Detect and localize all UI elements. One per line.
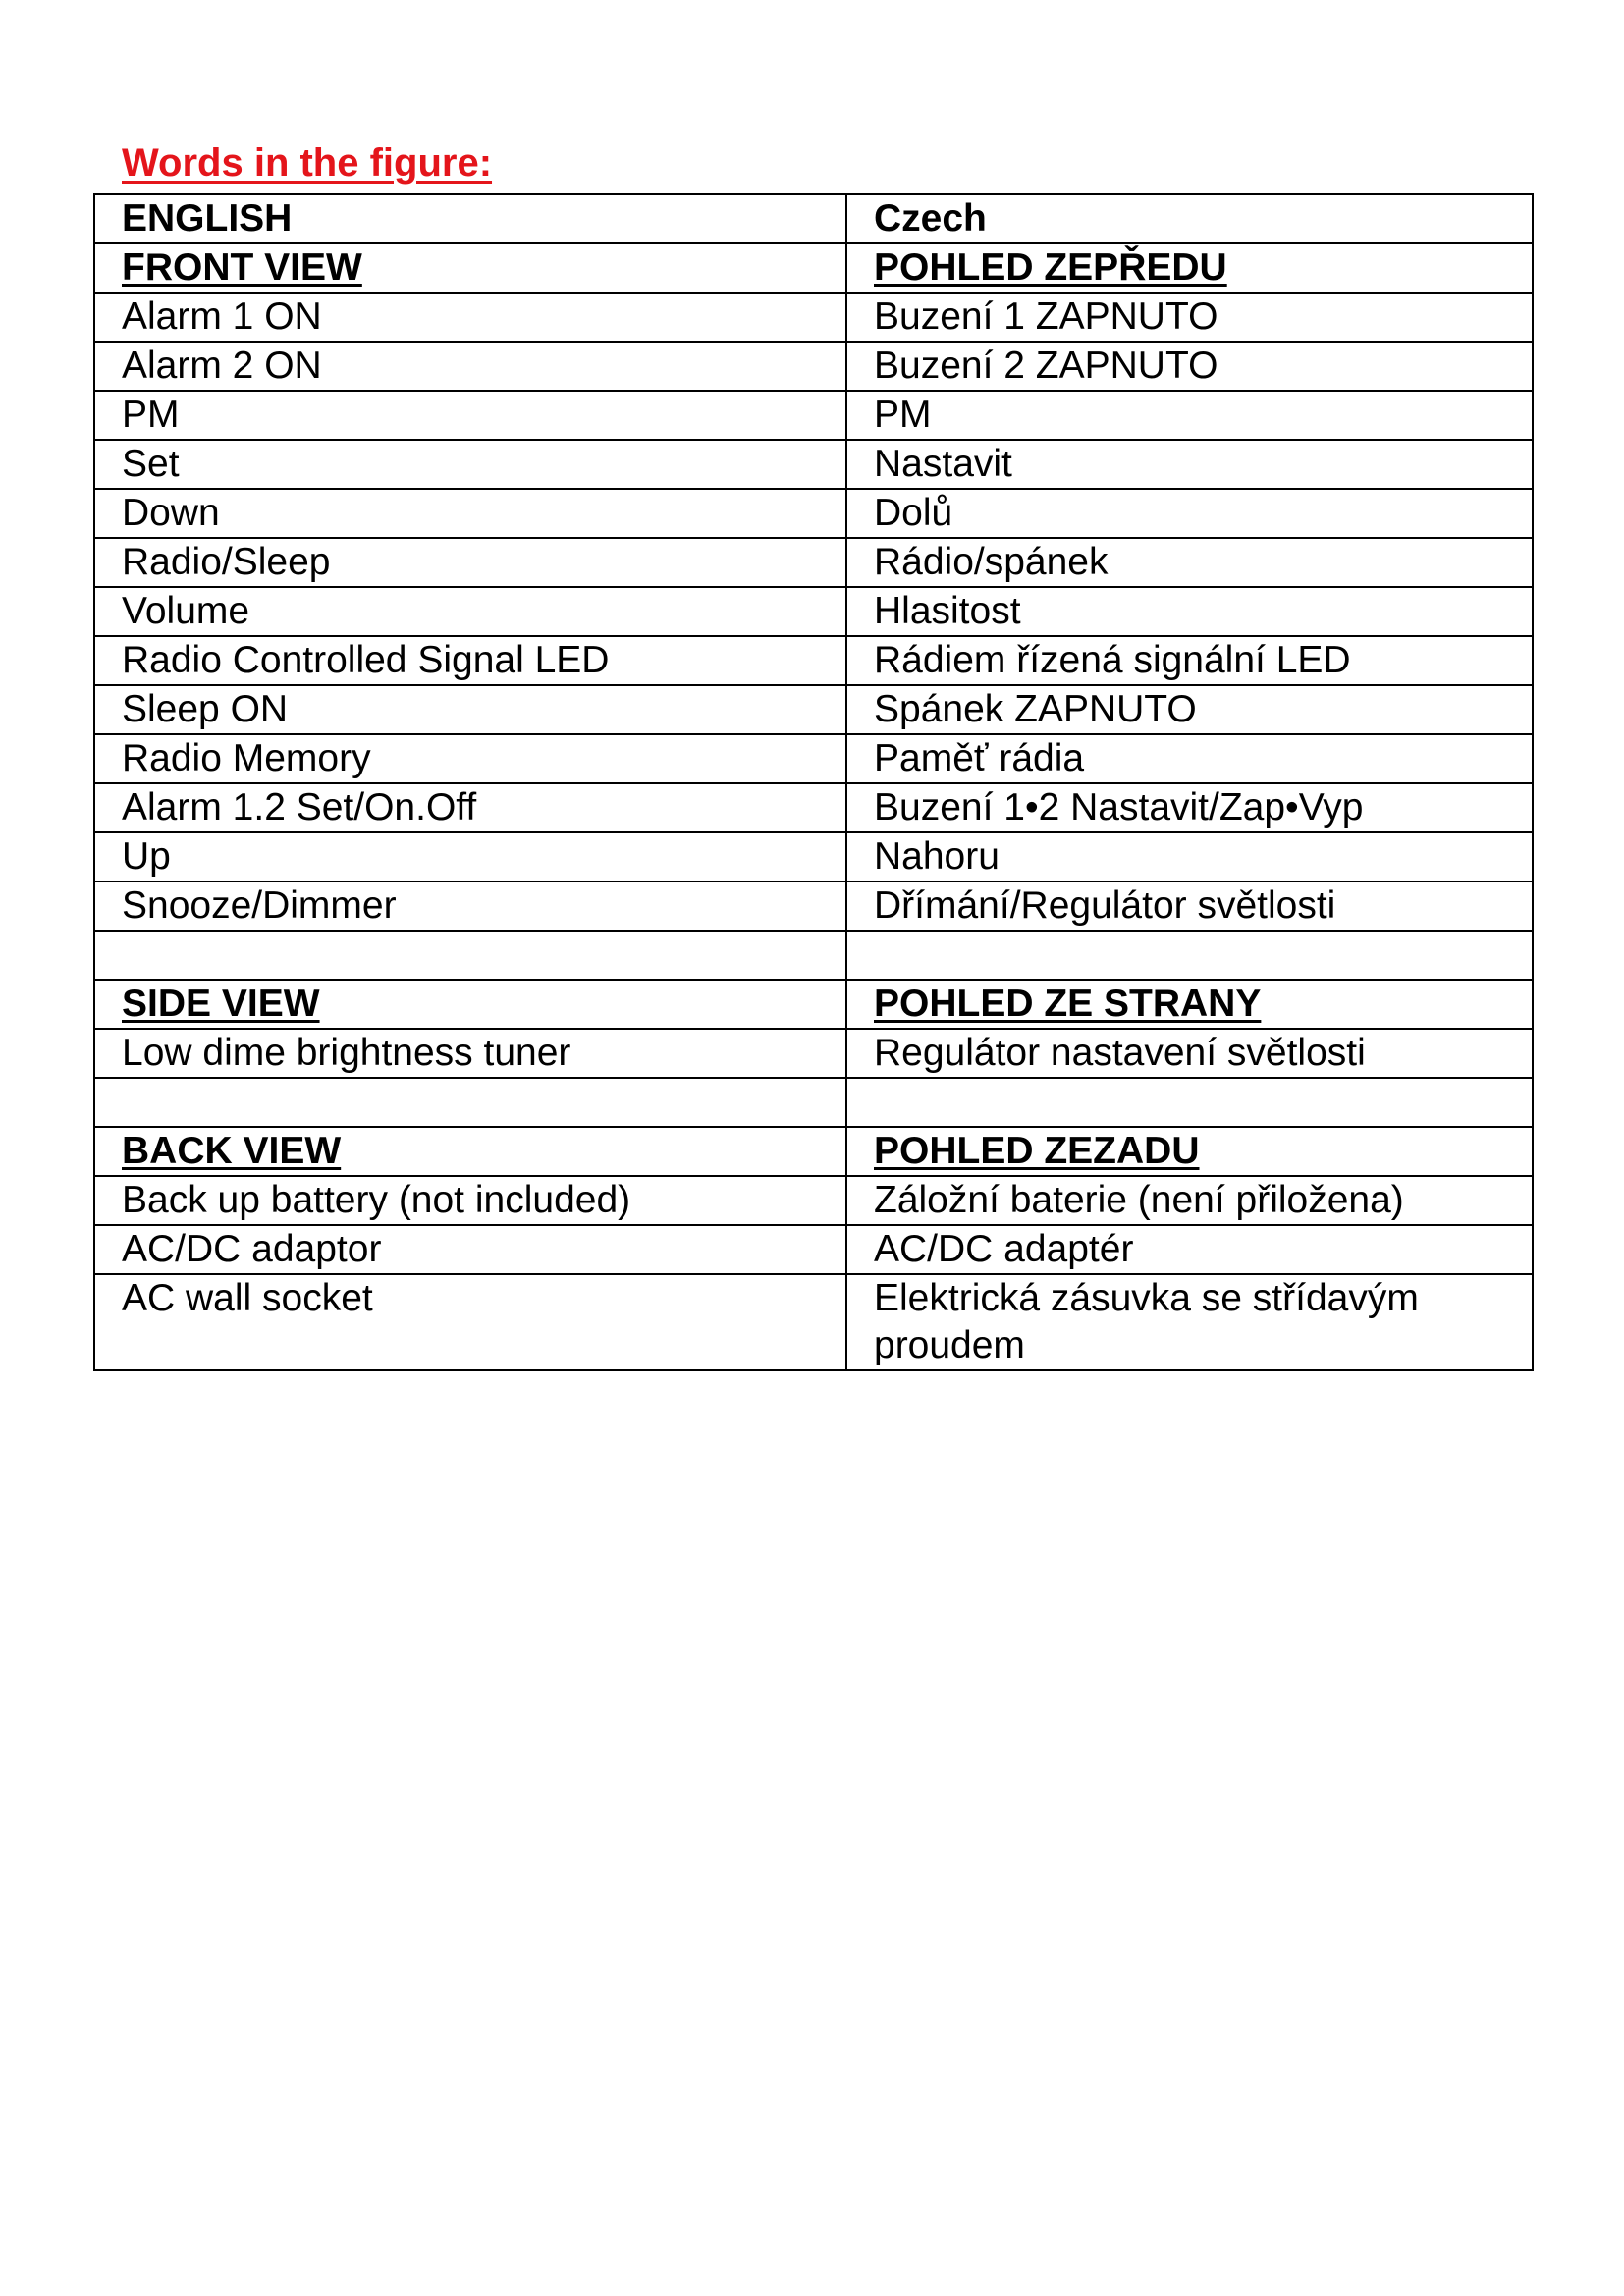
cell-english: Radio Memory (94, 734, 846, 783)
table-row (94, 587, 1533, 636)
table-row (94, 832, 1533, 881)
table-row (94, 881, 1533, 931)
header-czech: Czech (846, 194, 1533, 243)
cell-english: SIDE VIEW (94, 980, 846, 1029)
cell-czech: Buzení 1 ZAPNUTO (846, 293, 1533, 342)
table-row (94, 1274, 1533, 1370)
table-row (94, 636, 1533, 685)
table-row (94, 293, 1533, 342)
table-row (94, 391, 1533, 440)
translation-table-body (94, 194, 1533, 1370)
cell-english: Low dime brightness tuner (94, 1029, 846, 1078)
cell-english: Radio Controlled Signal LED (94, 636, 846, 685)
cell-english: Radio/Sleep (94, 538, 846, 587)
table-row (94, 685, 1533, 734)
cell-english (94, 1078, 846, 1127)
cell-english: Back up battery (not included) (94, 1176, 846, 1225)
cell-czech: Elektrická zásuvka se střídavým proudem (846, 1274, 1533, 1370)
cell-czech: POHLED ZEZADU (846, 1127, 1533, 1176)
cell-czech: POHLED ZEPŘEDU (846, 243, 1533, 293)
section-row (94, 1127, 1533, 1176)
cell-czech: Záložní baterie (není přiložena) (846, 1176, 1533, 1225)
table-row (94, 538, 1533, 587)
table-row (94, 489, 1533, 538)
cell-english: Alarm 1.2 Set/On.Off (94, 783, 846, 832)
cell-czech: Paměť rádia (846, 734, 1533, 783)
section-row (94, 243, 1533, 293)
cell-english: AC/DC adaptor (94, 1225, 846, 1274)
cell-czech: Nastavit (846, 440, 1533, 489)
cell-english: Up (94, 832, 846, 881)
cell-czech: Dřímání/Regulátor světlosti (846, 881, 1533, 931)
cell-english: Snooze/Dimmer (94, 881, 846, 931)
cell-czech: Spánek ZAPNUTO (846, 685, 1533, 734)
cell-czech: Hlasitost (846, 587, 1533, 636)
cell-english: Sleep ON (94, 685, 846, 734)
table-row (94, 342, 1533, 391)
blank-row (94, 931, 1533, 980)
cell-czech: Buzení 1•2 Nastavit/Zap•Vyp (846, 783, 1533, 832)
cell-czech: Rádiem řízená signální LED (846, 636, 1533, 685)
cell-english: FRONT VIEW (94, 243, 846, 293)
cell-english: AC wall socket (94, 1274, 846, 1370)
cell-czech: Buzení 2 ZAPNUTO (846, 342, 1533, 391)
cell-english: Set (94, 440, 846, 489)
cell-english: BACK VIEW (94, 1127, 846, 1176)
page-heading: Words in the figure: (122, 141, 493, 185)
section-row (94, 980, 1533, 1029)
header-english: ENGLISH (94, 194, 846, 243)
table-row (94, 1225, 1533, 1274)
cell-english: Alarm 2 ON (94, 342, 846, 391)
cell-czech: Nahoru (846, 832, 1533, 881)
translation-table (93, 193, 1534, 1371)
cell-czech: PM (846, 391, 1533, 440)
table-row (94, 1176, 1533, 1225)
cell-czech (846, 931, 1533, 980)
cell-czech (846, 1078, 1533, 1127)
cell-czech: Rádio/spánek (846, 538, 1533, 587)
table-row (94, 1029, 1533, 1078)
cell-czech: AC/DC adaptér (846, 1225, 1533, 1274)
cell-english: Down (94, 489, 846, 538)
table-row (94, 440, 1533, 489)
cell-english (94, 931, 846, 980)
table-row (94, 734, 1533, 783)
table-header-row (94, 194, 1533, 243)
cell-english: Alarm 1 ON (94, 293, 846, 342)
cell-english: Volume (94, 587, 846, 636)
cell-czech: Dolů (846, 489, 1533, 538)
cell-english: PM (94, 391, 846, 440)
table-row (94, 783, 1533, 832)
blank-row (94, 1078, 1533, 1127)
cell-czech: POHLED ZE STRANY (846, 980, 1533, 1029)
cell-czech: Regulátor nastavení světlosti (846, 1029, 1533, 1078)
